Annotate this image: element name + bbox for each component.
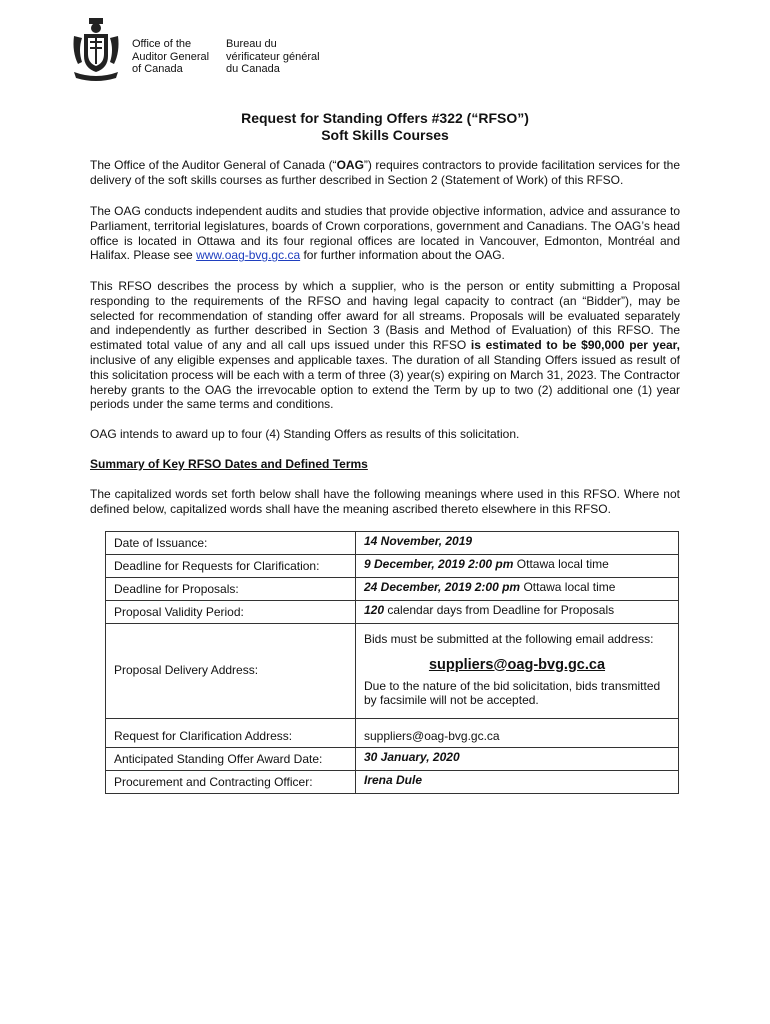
clarification-deadline-value: 9 December, 2019 2:00 pm Ottawa local time — [356, 555, 679, 578]
delivery-email-link[interactable]: suppliers@oag-bvg.gc.ca — [428, 656, 606, 673]
award-date-label: Anticipated Standing Offer Award Date: — [106, 748, 356, 771]
process-paragraph: This RFSO describes the process by which a supplier, who is the person or entity submitting a Proposal responding to the requirements of the RFSO and having legal capacity to contract (an “Bidder”), may be selected for recommendation of standing offer award for all streams. Proposals will be evaluated separately and independently as further described in Section 3 (Basis and Method of Evaluation) of this RFSO. The estimated total value of any and all call ups issued under this RFSO is estimated to be $90,000 per year, inclusive of any eligible expenses and applicable taxes. The duration of all Standing Offers issued as result of this solicitation process will be each with a term of three (3) year(s) expiring on March 31, 2023. The Contractor hereby grants to the OAG the irrevocable option to extend the Term by up to two (2) additional one (1) year periods under the same terms and conditions. — [90, 279, 681, 412]
delivery-address-value: Bids must be submitted at the following email address: suppliers@oag-bvg.gc.ca Due to the nature of the bid solicitation, bids transmitted by facsimile will not be accepted. — [356, 624, 679, 719]
clarification-address-value: suppliers@oag-bvg.gc.ca — [356, 719, 679, 748]
validity-period-label: Proposal Validity Period: — [106, 601, 356, 624]
contracting-officer-label: Procurement and Contracting Officer: — [106, 771, 356, 794]
clarification-address-label: Request for Clarification Address: — [106, 719, 356, 748]
proposal-deadline-value: 24 December, 2019 2:00 pm Ottawa local time — [356, 578, 679, 601]
award-paragraph: OAG intends to award up to four (4) Standing Offers as results of this solicitation. — [90, 427, 520, 441]
intro-paragraph: The Office of the Auditor General of Canada (“OAG”) requires contractors to provide facilitation services for the delivery of the soft skills courses as further described in Section 2 (Statement of Work) of this RFSO. — [90, 158, 681, 187]
table-row — [106, 771, 679, 794]
table-row — [106, 748, 679, 771]
oag-website-link[interactable]: www.oag-bvg.gc.ca — [196, 248, 301, 263]
table-row — [106, 578, 679, 601]
award-date-value: 30 January, 2020 — [356, 748, 679, 771]
summary-heading: Summary of Key RFSO Dates and Defined Terms — [90, 457, 368, 471]
oag-description-paragraph: The OAG conducts independent audits and studies that provide objective information, advice and assurance to Parliament, territorial legislatures, boards of Crown corporations, government and Canadians. The OAG’s head office is located in Ottawa and its four regional offices are located in Vancouver, Edmonton, Montréal and Halifax. Please see www.oag-bvg.gc.ca for further information about the OAG. — [90, 204, 680, 263]
key-dates-table — [105, 531, 679, 794]
document-subtitle: Soft Skills Courses — [321, 127, 449, 143]
proposal-deadline-label: Deadline for Proposals: — [106, 578, 356, 601]
issuance-label: Date of Issuance: — [106, 532, 356, 555]
document-title: Request for Standing Offers #322 (“RFSO”) — [241, 110, 529, 126]
definitions-paragraph: The capitalized words set forth below shall have the following meanings where used in this RFSO. Where not defined below, capitalized words shall have the meaning ascribed thereto elsewhere in this RFSO. — [90, 487, 680, 516]
table-row — [106, 601, 679, 624]
contracting-officer-value: Irena Dule — [356, 771, 679, 794]
table-row — [106, 532, 679, 555]
table-row — [106, 719, 679, 748]
org-name-english: Office of the Auditor General of Canada — [132, 38, 210, 75]
table-row — [106, 555, 679, 578]
validity-period-value: 120 calendar days from Deadline for Proposals — [356, 601, 679, 624]
issuance-value: 14 November, 2019 — [356, 532, 679, 555]
org-name-french: Bureau du vérificateur général du Canada — [226, 38, 320, 75]
clarification-deadline-label: Deadline for Requests for Clarification: — [106, 555, 356, 578]
coat-of-arms-icon — [70, 16, 122, 82]
delivery-address-label: Proposal Delivery Address: — [106, 624, 356, 719]
table-row — [106, 624, 679, 719]
